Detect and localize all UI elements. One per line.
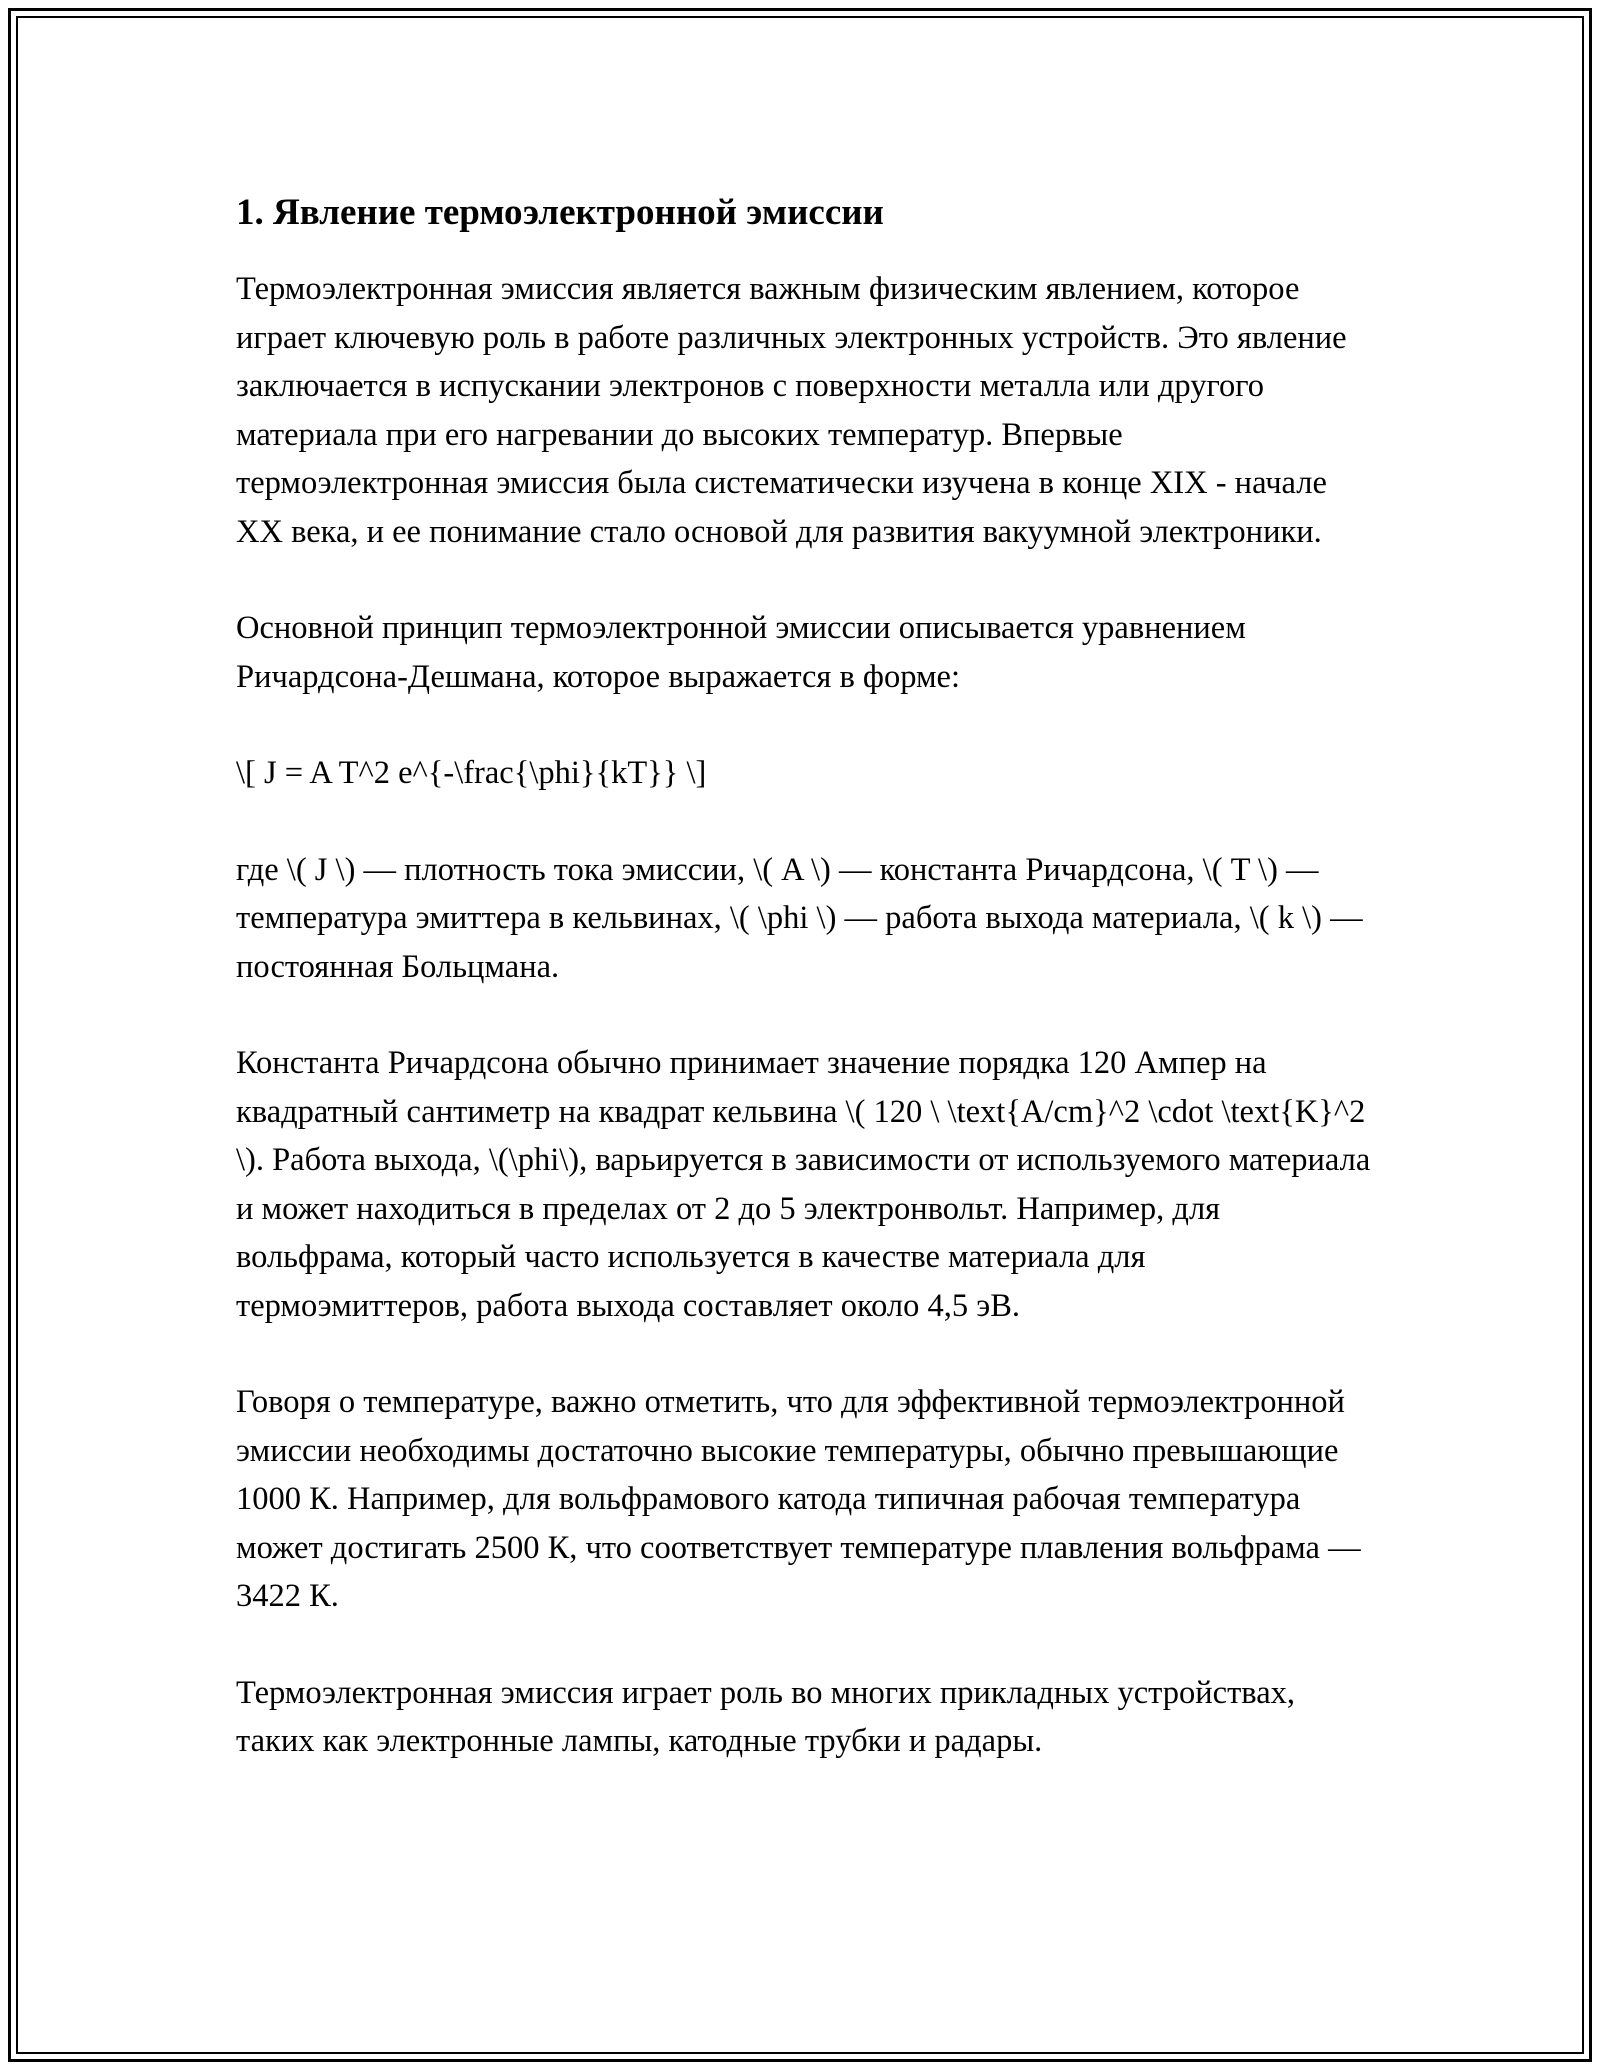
paragraph-variables: где \( J \) — плотность тока эмиссии, \( A \) — константа Ричардсона, \( T \) — температура эмиттера в кельвинах, \( \phi \) — работа выхода материала, \( k \) — постоянная Больцмана. [236, 851, 1363, 985]
paragraph-intro: Термоэлектронная эмиссия является важным физическим явлением, которое играет ключевую роль в работе различных электронных устройств. Это явление заключается в испускании электронов с поверхности металла или другого материала при его нагревании до высоких температур. Впервые термоэлектронная эмиссия была систематически изучена в конце XIX - начале XX века, и ее понимание стало основой для развития вакуумной электроники. [236, 271, 1347, 550]
paragraph-temperature: Говоря о температуре, важно отметить, что для эффективной термоэлектронной эмиссии необходимы достаточно высокие температуры, обычно превышающие 1000 К. Например, для вольфрамового катода типичная рабочая температура может достигать 2500 К, что соответствует температуре плавления вольфрама — 3422 К. [236, 1384, 1361, 1614]
section-heading: 1. Явление термоэлектронной эмиссии [236, 192, 884, 233]
paragraph-richardson-constant: Константа Ричардсона обычно принимает значение порядка 120 Ампер на квадратный сантиметр на квадрат кельвина \( 120 \ \text{A/cm}^2 \cdot \text{K}^2 \). Работа выхода, \(\phi\), варьируется в зависимости от используемого материала и может находиться в пределах от 2 до 5 электронвольт. Например, для вольфрама, который часто используется в качестве материала для термоэмиттеров, работа выхода составляет около 4,5 эВ. [236, 1045, 1371, 1324]
document-body [236, 185, 1376, 1814]
paragraph-applications: Термоэлектронная эмиссия играет роль во многих прикладных устройствах, таких как электронные лампы, катодные трубки и радары. [236, 1674, 1296, 1759]
paragraph-principle: Основной принцип термоэлектронной эмиссии описывается уравнением Ричардсона-Дешмана, которое выражается в форме: [236, 610, 1246, 695]
equation-richardson-dushman: \[ J = A T^2 e^{-\frac{\phi}{kT}} \] [236, 755, 707, 791]
